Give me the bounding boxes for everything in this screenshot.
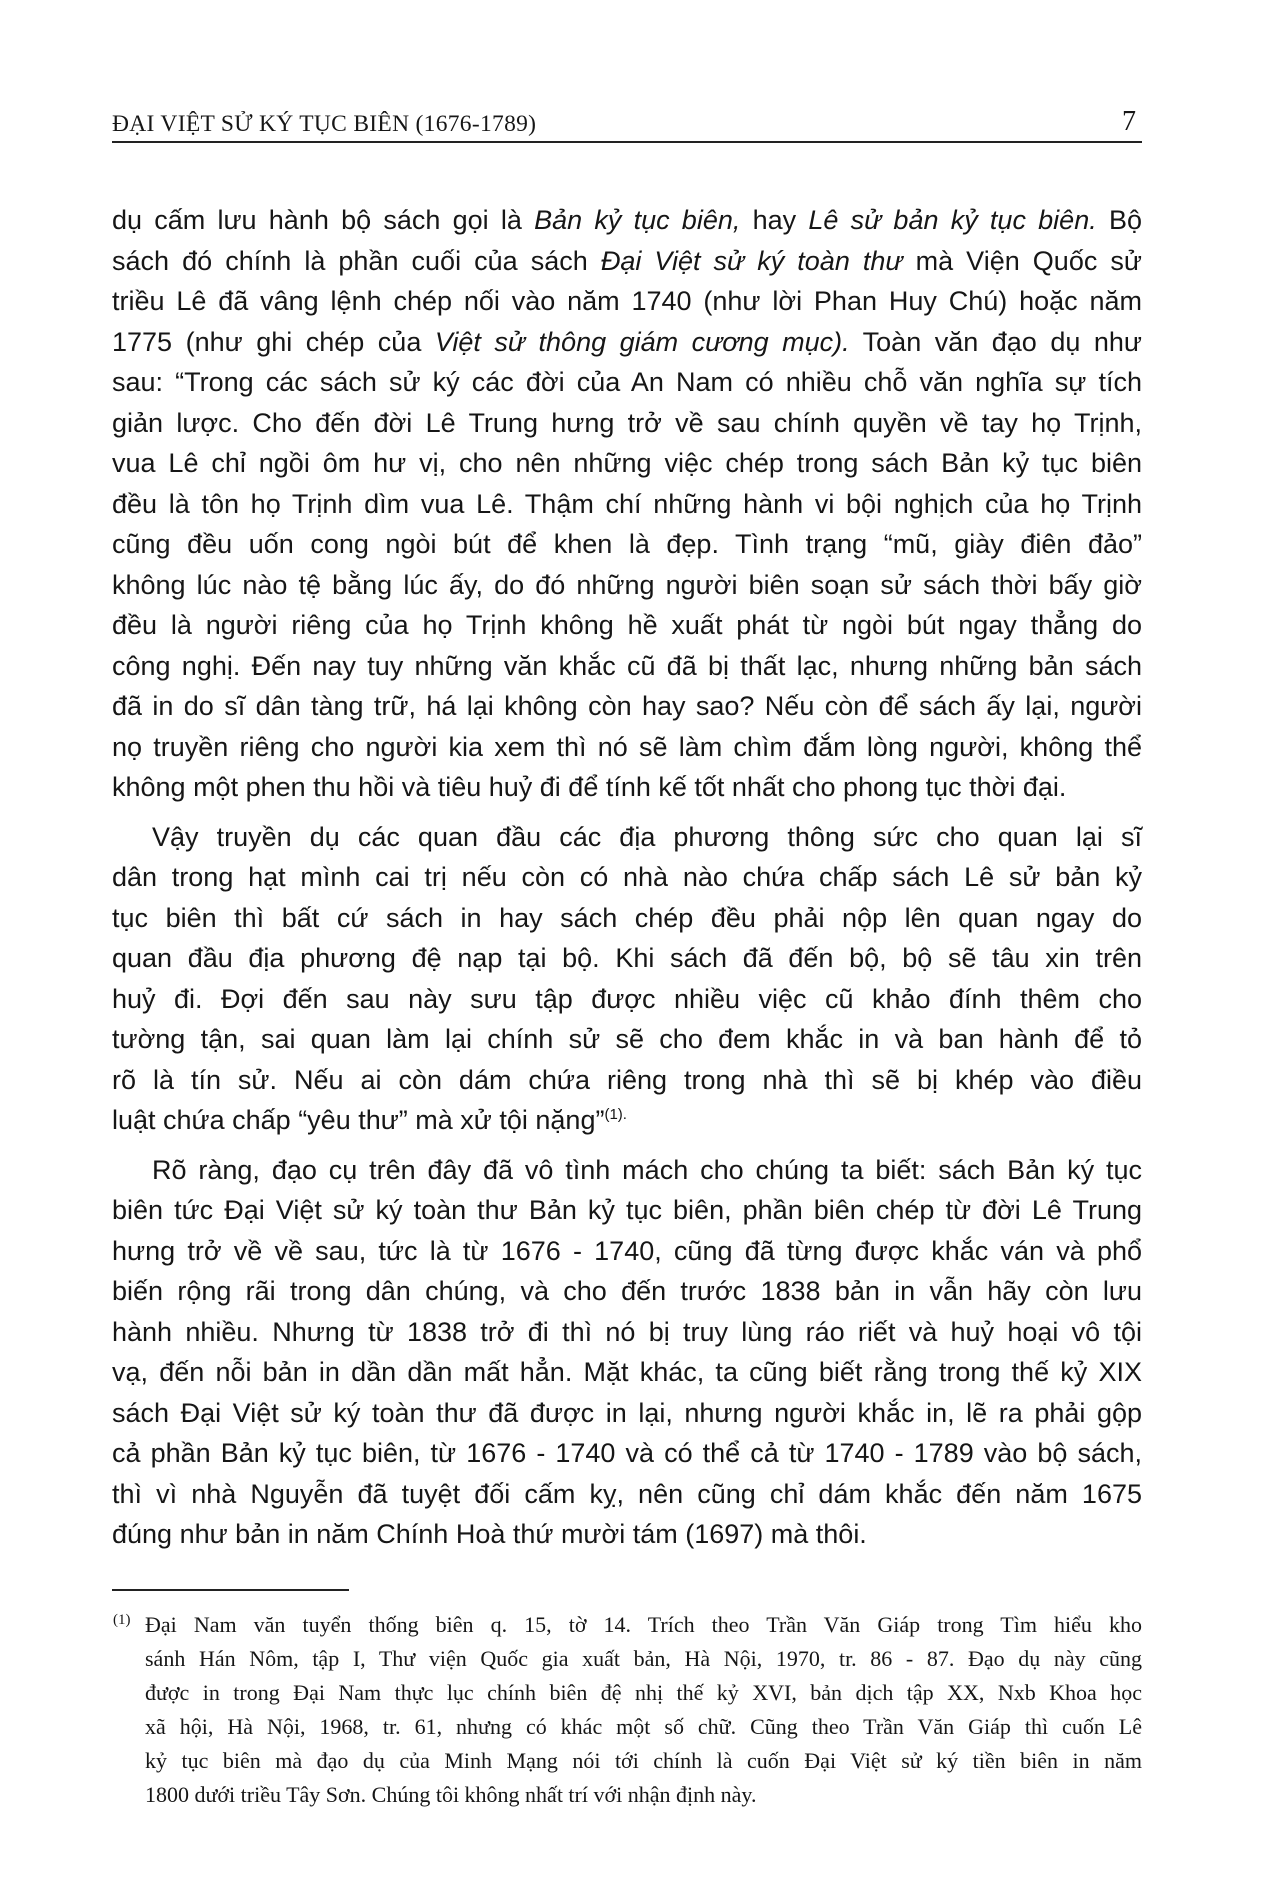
paragraph [112, 817, 1142, 1141]
footnote-line: kỷ tục biên mà đạo dụ của Minh Mạng nói tới chính là cuốn Đại Việt sử ký tiền biên in năm [145, 1748, 1142, 1773]
text-segment: sau: “Trong các sách sử ký các đời của An Nam có nhiều chỗ văn nghĩa sự tích [112, 367, 1142, 397]
text-line [112, 200, 1142, 241]
text-line [112, 1271, 1142, 1312]
text-segment: cũng đều uốn cong ngòi bút để khen là đẹp. Tình trạng “mũ, giày điên đảo” [112, 529, 1142, 559]
text-segment: vạ, đến nỗi bản in dần dần mất hẳn. Mặt khác, ta cũng biết rằng trong thế kỷ XIX [112, 1357, 1142, 1387]
paragraph [112, 1150, 1142, 1555]
text-line [112, 1150, 1142, 1191]
text-line [112, 565, 1142, 606]
text-segment: sách đó chính là phần cuối của sách [112, 245, 601, 276]
text-line [112, 686, 1142, 727]
text-segment: triều Lê đã vâng lệnh chép nối vào năm 1740 (như lời Phan Huy Chú) hoặc năm [112, 286, 1142, 316]
text-segment: vua Lê chỉ ngồi ôm hư vị, cho nên những việc chép trong sách Bản kỷ tục biên [112, 448, 1142, 478]
text-line [112, 605, 1142, 646]
text-segment: nọ truyền riêng cho người kia xem thì nó sẽ làm chìm đắm lòng người, không thể [112, 731, 1142, 762]
footnote-rule [112, 1589, 349, 1591]
footnote-line: sánh Hán Nôm, tập I, Thư viện Quốc gia xuất bản, Hà Nội, 1970, tr. 86 - 87. Đạo dụ này cũng [145, 1646, 1142, 1671]
text-line [112, 443, 1142, 484]
text-line [112, 857, 1142, 898]
footnote-line: Đại Nam văn tuyển thống biên q. 15, tờ 14. Trích theo Trần Văn Giáp trong Tìm hiểu kho [145, 1612, 1142, 1637]
paragraph [112, 200, 1142, 808]
footnote-reference: (1). [604, 1106, 627, 1123]
text-line [112, 1433, 1142, 1474]
text-line [112, 938, 1142, 979]
text-segment: dân trong hạt mình cai trị nếu còn có nhà nào chứa chấp sách Lê sử bản kỷ [112, 862, 1142, 892]
text-segment: biến rộng rãi trong dân chúng, và cho đến trước 1838 bản in vẫn hãy còn lưu [112, 1276, 1142, 1306]
text-line [112, 1352, 1142, 1393]
italic-title: Bản kỷ tục biên, [534, 205, 741, 235]
text-segment: hưng trở về về sau, tức là từ 1676 - 1740, cũng đã từng được khắc ván và phổ [112, 1235, 1142, 1266]
text-segment: đều là tôn họ Trịnh dìm vua Lê. Thậm chí những hành vi bội nghịch của họ Trịnh [112, 488, 1142, 519]
text-line [112, 767, 1142, 808]
italic-title: Việt sử thông giám cương mục). [434, 326, 850, 357]
text-line [112, 1019, 1142, 1060]
text-line [112, 817, 1142, 858]
text-line [112, 281, 1142, 322]
text-segment: công nghị. Đến nay tuy những văn khắc cũ đã bị thất lạc, nhưng những bản sách [112, 650, 1142, 681]
text-segment: luật chứa chấp “yêu thư” mà xử tội nặng” [112, 1105, 605, 1135]
text-segment: biên tức Đại Việt sử ký toàn thư Bản kỷ tục biên, phần biên chép từ đời Lê Trung [112, 1195, 1142, 1225]
text-line [112, 646, 1142, 687]
text-segment: Rõ ràng, đạo cụ trên đây đã vô tình mách cho chúng ta biết: sách Bản ký tục [152, 1154, 1142, 1185]
text-segment: không lúc nào tệ bằng lúc ấy, do đó những người biên soạn sử sách thời bấy giờ [112, 569, 1142, 600]
text-segment: thì vì nhà Nguyễn đã tuyệt đối cấm kỵ, nên cũng chỉ dám khắc đến năm 1675 [112, 1478, 1142, 1509]
footnote-line: xã hội, Hà Nội, 1968, tr. 61, nhưng có khác một số chữ. Cũng theo Trần Văn Giáp thì cuốn Lê [145, 1714, 1142, 1739]
text-segment: hành nhiều. Nhưng từ 1838 trở đi thì nó bị truy lùng ráo riết và huỷ hoại vô tội [112, 1316, 1142, 1347]
text-segment: đều là người riêng của họ Trịnh không hề xuất phát từ ngòi bút ngay thẳng do [112, 610, 1142, 640]
text-line [112, 1190, 1142, 1231]
text-segment: đã in do sĩ dân tàng trữ, há lại không còn hay sao? Nếu còn để sách ấy lại, người [112, 691, 1142, 721]
text-line [112, 727, 1142, 768]
footnote-line: được in trong Đại Nam thực lục chính biên đệ nhị thế kỷ XVI, bản dịch tập XX, Nxb Khoa học [145, 1680, 1142, 1705]
text-line [112, 1514, 1142, 1555]
text-segment: không một phen thu hồi và tiêu huỷ đi để tính kế tốt nhất cho phong tục thời đại. [112, 772, 1067, 802]
text-segment: sách Đại Việt sử ký toàn thư đã được in lại, nhưng người khắc in, lẽ ra phải gộp [112, 1397, 1142, 1428]
italic-title: Lê sử bản kỷ tục biên. [808, 205, 1097, 235]
text-segment: Bộ [1096, 205, 1142, 235]
text-segment: mà Viện Quốc sử [902, 245, 1142, 276]
text-line [112, 524, 1142, 565]
text-segment: Toàn văn đạo dụ như [849, 326, 1142, 357]
text-line [112, 1100, 1142, 1141]
text-line [112, 322, 1142, 363]
text-segment: rõ là tín sử. Nếu ai còn dám chứa riêng trong nhà thì sẽ bị khép vào điều [112, 1064, 1142, 1095]
text-segment: Vậy truyền dụ các quan đầu các địa phương thông sức cho quan lại sĩ [152, 821, 1142, 852]
text-segment: đúng như bản in năm Chính Hoà thứ mười tám (1697) mà thôi. [112, 1519, 867, 1549]
text-segment: tục biên thì bất cứ sách in hay sách chép đều phải nộp lên quan ngay do [112, 902, 1142, 933]
text-line [112, 979, 1142, 1020]
text-segment: cả phần Bản kỷ tục biên, từ 1676 - 1740 và có thể cả từ 1740 - 1789 vào bộ sách, [112, 1438, 1142, 1468]
text-segment: tường tận, sai quan làm lại chính sử sẽ cho đem khắc in và ban hành để tỏ [112, 1024, 1142, 1054]
page-number: 7 [1122, 105, 1136, 137]
text-segment: 1775 (như ghi chép của [112, 326, 435, 357]
header-rule [112, 141, 1142, 143]
footnote [113, 1608, 1142, 1812]
text-segment: giản lược. Cho đến đời Lê Trung hưng trở về sau chính quyền về tay họ Trịnh, [112, 407, 1142, 438]
text-line [112, 1231, 1142, 1272]
text-line [112, 241, 1142, 282]
body-text [112, 200, 1142, 1555]
text-line [112, 1312, 1142, 1353]
running-title: ĐẠI VIỆT SỬ KÝ TỤC BIÊN (1676-1789) [112, 110, 537, 137]
footnote-marker: (1) [113, 1612, 131, 1628]
text-segment: quan đầu địa phương đệ nạp tại bộ. Khi sách đã đến bộ, bộ sẽ tâu xin trên [112, 943, 1142, 973]
text-line [112, 1393, 1142, 1434]
text-line [112, 362, 1142, 403]
text-line [112, 403, 1142, 444]
footnote-line: 1800 dưới triều Tây Sơn. Chúng tôi không nhất trí với nhận định này. [145, 1782, 757, 1807]
text-line [112, 898, 1142, 939]
text-line [112, 1060, 1142, 1101]
italic-title: Đại Việt sử ký toàn thư [600, 245, 903, 276]
text-line [112, 484, 1142, 525]
text-segment: hay [740, 205, 809, 235]
running-header [112, 100, 1142, 138]
text-segment: huỷ đi. Đợi đến sau này sưu tập được nhiều việc cũ khảo đính thêm cho [112, 983, 1142, 1014]
text-line [112, 1474, 1142, 1515]
text-segment: dụ cấm lưu hành bộ sách gọi là [112, 205, 535, 235]
